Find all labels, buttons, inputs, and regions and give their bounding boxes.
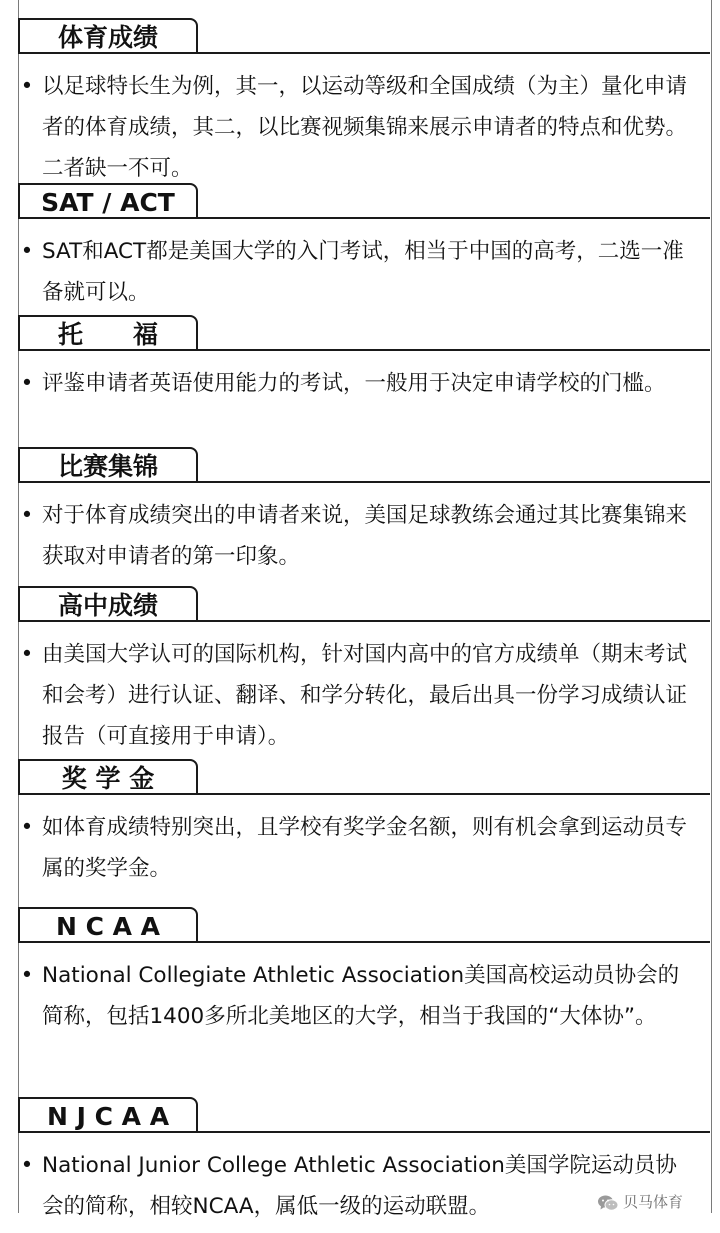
- divider: [18, 941, 710, 943]
- section-body: [18, 955, 694, 1037]
- section-title: 高中成绩: [18, 586, 198, 621]
- section-text: SAT和ACT都是美国大学的入门考试，相当于中国的高考，二选一准备就可以。: [42, 239, 684, 305]
- section-title: 托 福: [18, 315, 198, 350]
- section-title: SAT / ACT: [18, 183, 198, 218]
- watermark-label: 贝马体育: [623, 1193, 684, 1211]
- section-body: [18, 634, 694, 757]
- section-body: [18, 495, 694, 577]
- bullet: •: [20, 74, 34, 99]
- section-body: [18, 231, 694, 313]
- section-text: 由美国大学认可的国际机构，针对国内高中的官方成绩单（期末考试和会考）进行认证、翻译、和学分转化，最后出具一份学习成绩认证报告（可直接用于申请）。: [42, 642, 688, 749]
- section-body: [18, 1145, 694, 1227]
- watermark: [597, 1188, 683, 1216]
- section-title: 比赛集锦: [18, 447, 198, 482]
- section-text: 对于体育成绩突出的申请者来说，美国足球教练会通过其比赛集锦来获取对申请者的第一印象。: [42, 503, 688, 569]
- section-body: [18, 807, 694, 889]
- bullet: •: [20, 503, 34, 528]
- bullet: •: [20, 1153, 34, 1178]
- section-title: 体育成绩: [18, 18, 198, 53]
- bullet: •: [20, 371, 34, 396]
- section-text: 如体育成绩特别突出，且学校有奖学金名额，则有机会拿到运动员专属的奖学金。: [42, 815, 688, 881]
- section-text: 评鉴申请者英语使用能力的考试，一般用于决定申请学校的门槛。: [42, 371, 666, 396]
- section-text: National Junior College Athletic Association美国学院运动员协会的简称，相较NCAA，属低一级的运动联盟。: [42, 1153, 677, 1219]
- section-title: N J C A A: [18, 1097, 198, 1132]
- divider: [18, 1131, 710, 1133]
- bullet: •: [20, 963, 34, 988]
- divider: [18, 793, 710, 795]
- divider: [18, 217, 710, 219]
- section-text: 以足球特长生为例，其一，以运动等级和全国成绩（为主）量化申请者的体育成绩，其二，以比赛视频集锦来展示申请者的特点和优势。二者缺一不可。: [42, 74, 688, 181]
- divider: [18, 52, 710, 54]
- divider: [18, 481, 710, 483]
- section-body: [18, 363, 694, 404]
- section-title: N C A A: [18, 907, 198, 942]
- section-body: [18, 66, 694, 189]
- bullet: •: [20, 239, 34, 264]
- bullet: •: [20, 642, 34, 667]
- section-title: 奖 学 金: [18, 759, 198, 794]
- divider: [18, 620, 710, 622]
- section-text: National Collegiate Athletic Association美国高校运动员协会的简称，包括1400多所北美地区的大学，相当于我国的“大体协”。: [42, 963, 680, 1029]
- divider: [18, 349, 710, 351]
- wechat-icon: [597, 1194, 619, 1212]
- bullet: •: [20, 815, 34, 840]
